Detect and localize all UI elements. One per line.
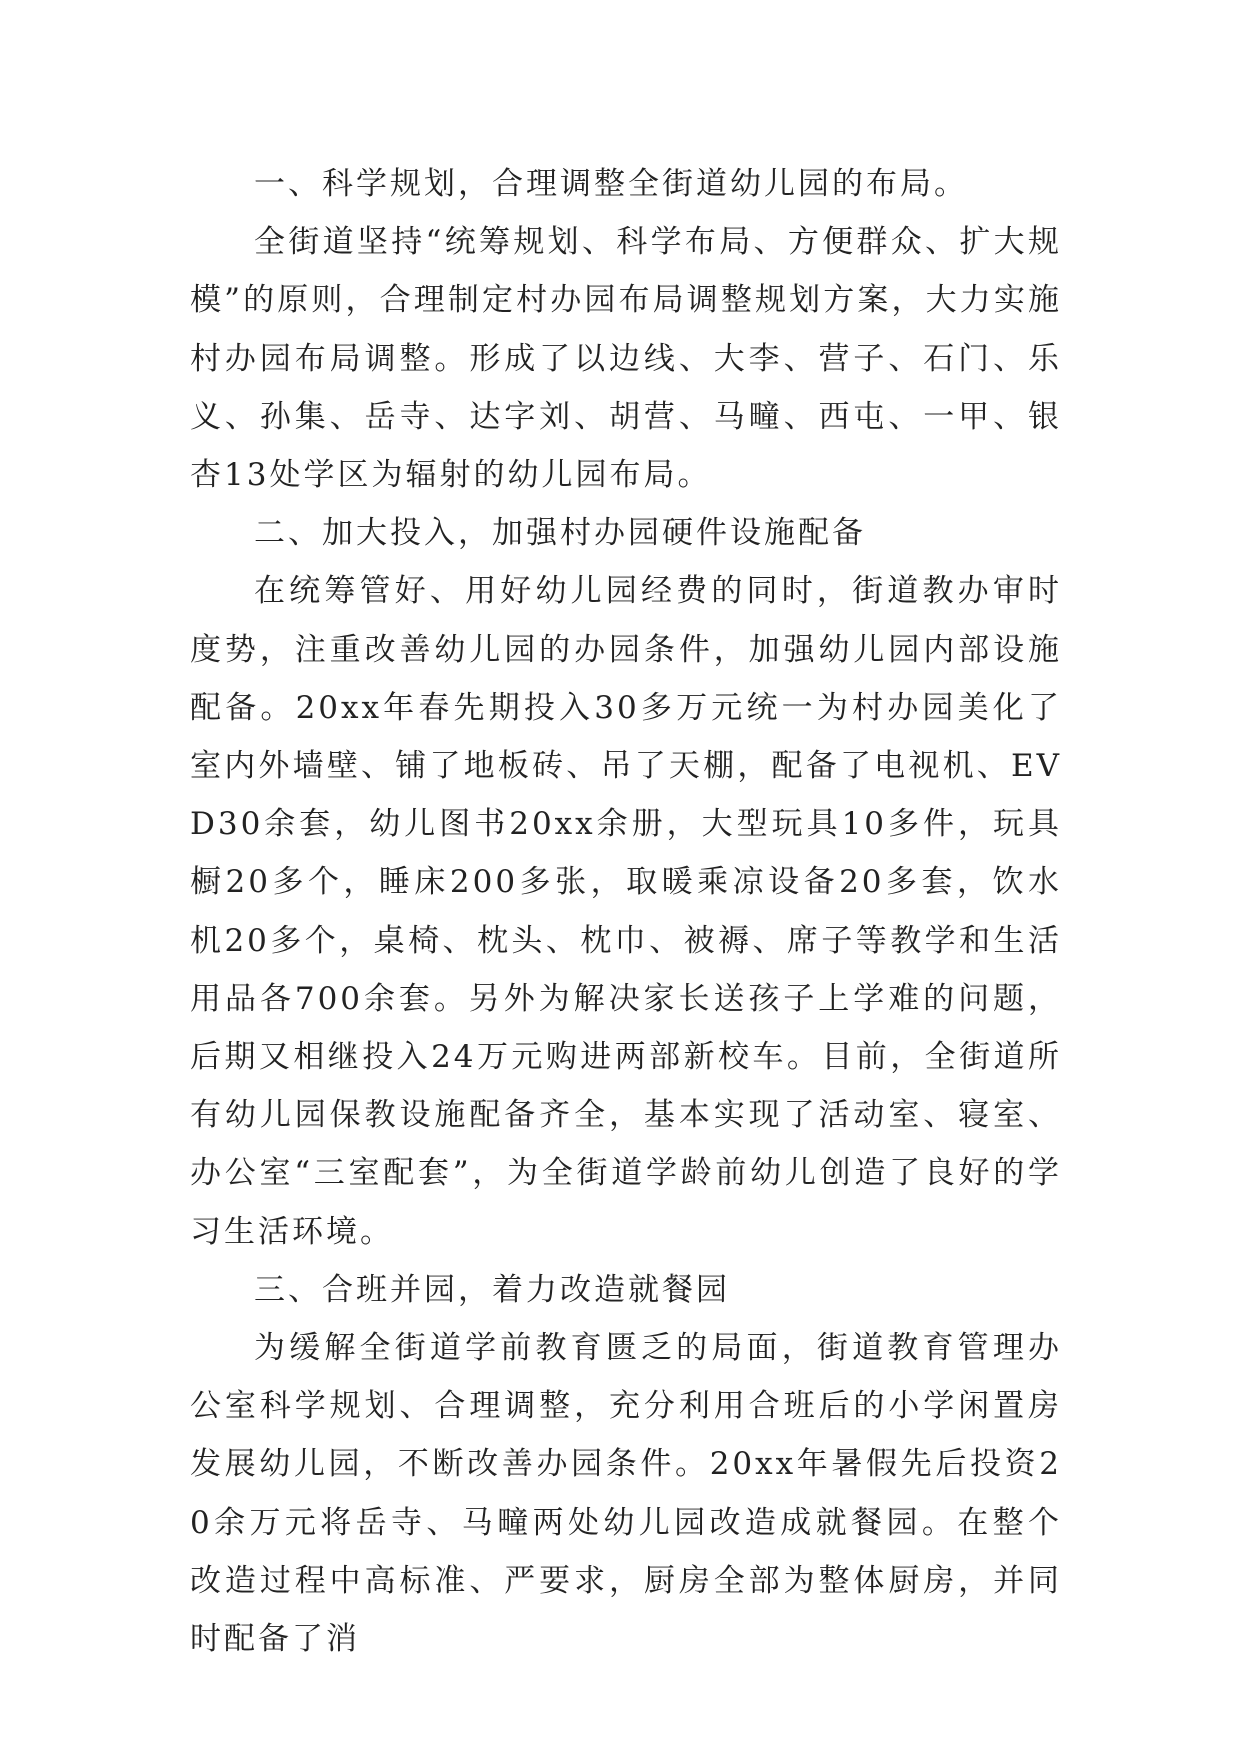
section-2-heading: 二、加大投入，加强村办园硬件设施配备 <box>254 515 866 552</box>
section-2-paragraph: 在统筹管好、用好幼儿园经费的同时，街道教办审时度势，注重改善幼儿园的办园条件，加强幼儿园内部设施配备。20xx年春先期投入30多万元统一为村办园美化了室内外墙壁、铺了地板砖、吊了天棚，配备了电视机、EVD30余套，幼儿图书20xx余册，大型玩具10多件，玩具橱20多个，睡床200多张，取暖乘凉设备20多套，饮水机20多个，桌椅、枕头、枕巾、被褥、席子等教学和生活用品各700余套。另外为解决家长送孩子上学难的问题，后期又相继投入24万元购进两部新校车。目前，全街道所有幼儿园保教设施配备齐全，基本实现了活动室、寝室、办公室“三室配套”，为全街道学龄前幼儿创造了良好的学习生活环境。 <box>190 573 1062 1250</box>
section-3-heading: 三、合班并园，着力改造就餐园 <box>254 1271 730 1308</box>
section-1-paragraph: 全街道坚持“统筹规划、科学布局、方便群众、扩大规模”的原则，合理制定村办园布局调整规划方案，大力实施村办园布局调整。形成了以边线、大李、营子、石门、乐义、孙集、岳寺、达字刘、胡营、马疃、西屯、一甲、银杏13处学区为辐射的幼儿园布局。 <box>190 224 1062 494</box>
section-3-paragraph: 为缓解全街道学前教育匮乏的局面，街道教育管理办公室科学规划、合理调整，充分利用合班后的小学闲置房发展幼儿园，不断改善办园条件。20xx年暑假先后投资20余万元将岳寺、马疃两处幼儿园改造成就餐园。在整个改造过程中高标准、严要求，厨房全部为整体厨房，并同时配备了消 <box>190 1330 1062 1658</box>
section-1-heading: 一、科学规划，合理调整全街道幼儿园的布局。 <box>254 166 968 202</box>
document-body <box>190 155 1062 1668</box>
